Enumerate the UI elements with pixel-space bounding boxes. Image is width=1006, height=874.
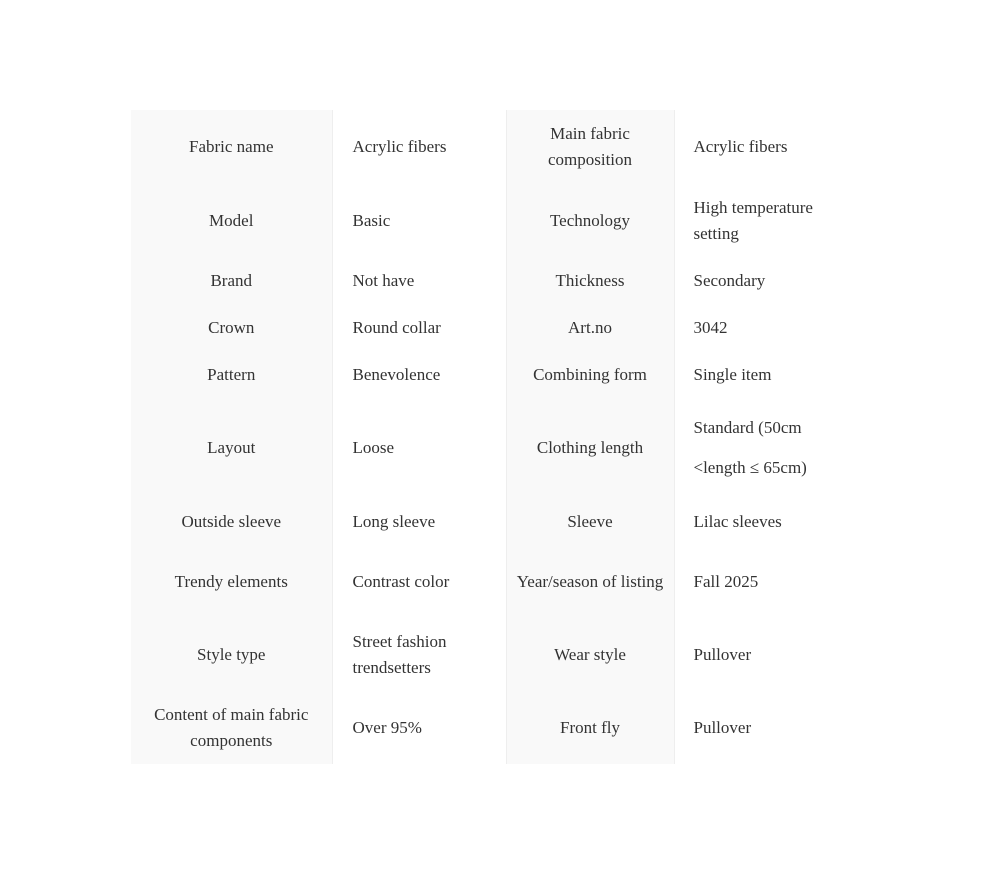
table-row — [131, 304, 834, 351]
table-row — [131, 691, 834, 764]
spec-label: Model — [131, 184, 332, 258]
table-row — [131, 110, 834, 184]
spec-label: Combining form — [506, 351, 674, 398]
table-row — [131, 498, 834, 545]
product-spec-table — [131, 110, 834, 764]
spec-label: Wear style — [506, 618, 674, 691]
spec-value: Single item — [693, 364, 772, 384]
spec-label: Outside sleeve — [131, 498, 332, 545]
table-row — [131, 545, 834, 618]
spec-value: Round collar — [352, 317, 441, 337]
spec-value: Acrylic fibers — [693, 137, 788, 156]
spec-label: Layout — [131, 398, 332, 498]
spec-value: Basic — [352, 211, 391, 230]
spec-label: Trendy elements — [131, 545, 332, 618]
table-row — [131, 258, 834, 304]
spec-value: Contrast color — [352, 571, 450, 591]
spec-label: Content of main fabric components — [131, 691, 332, 764]
spec-label: Sleeve — [506, 498, 674, 545]
spec-value: Loose — [352, 438, 395, 457]
spec-label: Front fly — [506, 691, 674, 764]
spec-label: Art.no — [506, 304, 674, 351]
spec-value: Benevolence — [352, 364, 441, 384]
table-row — [131, 351, 834, 398]
spec-value: Not have — [352, 271, 415, 290]
spec-label: Main fabric composition — [506, 110, 674, 184]
spec-value: Secondary — [693, 271, 766, 290]
spec-value: 3042 — [693, 317, 728, 337]
spec-label: Fabric name — [131, 110, 332, 184]
spec-label: Pattern — [131, 351, 332, 398]
spec-value: High temperature setting — [693, 198, 813, 243]
spec-label: Year/season of listing — [506, 545, 674, 618]
spec-label: Crown — [131, 304, 332, 351]
spec-value: Over 95% — [352, 717, 422, 737]
table-row — [131, 184, 834, 258]
spec-label: Clothing length — [506, 398, 674, 498]
table-row — [131, 618, 834, 691]
spec-value: Long sleeve — [352, 511, 436, 531]
spec-value: Lilac sleeves — [693, 511, 782, 531]
spec-label: Brand — [131, 258, 332, 304]
spec-table-body — [131, 110, 834, 764]
spec-label: Style type — [131, 618, 332, 691]
spec-value: Standard (50cm <length ≤ 65cm) — [693, 418, 807, 477]
spec-value: Pullover — [693, 644, 752, 664]
spec-value: Acrylic fibers — [352, 137, 447, 156]
table-row — [131, 398, 834, 498]
spec-value: Fall 2025 — [693, 571, 759, 591]
spec-value: Pullover — [693, 717, 752, 737]
spec-label: Technology — [506, 184, 674, 258]
spec-label: Thickness — [506, 258, 674, 304]
spec-value: Street fashion trendsetters — [352, 631, 447, 677]
